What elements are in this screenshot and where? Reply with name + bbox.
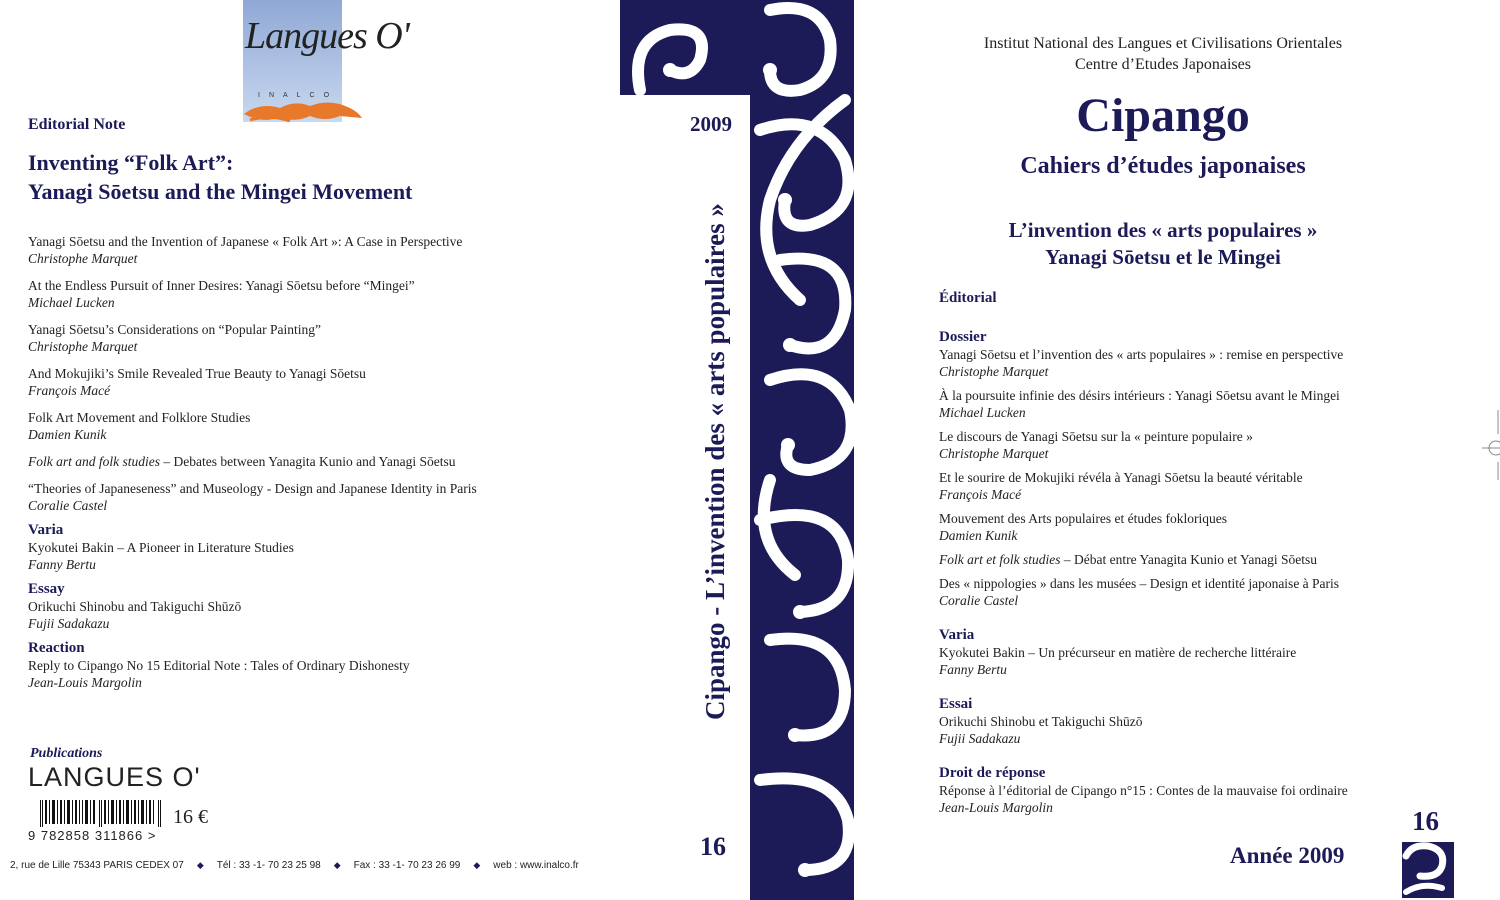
toc-item: [28, 233, 548, 267]
toc-item: [28, 453, 548, 470]
toc-item: [939, 510, 1379, 544]
issue-title-line1: L’invention des « arts populaires »: [1008, 218, 1318, 242]
toc-author: Jean-Louis Margolin: [28, 675, 142, 690]
footer-fax: Fax : 33 -1- 70 23 26 99: [353, 860, 461, 871]
issue-title-line2: Yanagi Sōetsu et le Mingei: [1045, 245, 1281, 269]
toc-title: At the Endless Pursuit of Inner Desires: Yanagi Sōetsu before “Mingei”: [28, 278, 415, 293]
toc-author: Christophe Marquet: [939, 364, 1049, 379]
toc-item: [939, 575, 1379, 609]
toc-section: [28, 522, 548, 573]
section-label-reaction: Reaction: [28, 640, 85, 656]
toc-title: Des « nippologies » dans les musées – Design et identité japonaise à Paris: [939, 576, 1340, 591]
diamond-icon: ◆: [473, 860, 481, 870]
toc-title: Folk Art Movement and Folklore Studies: [28, 410, 251, 425]
back-title-line1: Inventing “Folk Art”:: [28, 150, 234, 175]
toc-title: [939, 551, 1379, 568]
toc-author: François Macé: [28, 383, 111, 398]
toc-author: Jean-Louis Margolin: [939, 800, 1053, 815]
toc-author: François Macé: [939, 487, 1022, 502]
toc-title: Orikuchi Shinobu and Takiguchi Shūzō: [28, 599, 242, 614]
toc-author: Fujii Sadakazu: [939, 731, 1021, 746]
publisher-name: LANGUES O': [28, 762, 201, 792]
section-label-varia: Varia: [939, 627, 975, 643]
centre-name: Centre d’Etudes Japonaises: [1075, 56, 1251, 73]
toc-author: Damien Kunik: [28, 427, 107, 442]
toc-author: Christophe Marquet: [28, 251, 138, 266]
journal-title: Cipango: [1076, 89, 1250, 142]
publisher-logo: Langues O': [245, 15, 409, 57]
spine-volume: 16: [700, 832, 726, 861]
toc-item: [939, 346, 1379, 380]
toc-title: Kyokutei Bakin – A Pioneer in Literature Studies: [28, 540, 294, 555]
toc-title: Yanagi Sōetsu’s Considerations on “Popular Painting”: [28, 322, 321, 337]
toc-item: [28, 321, 548, 355]
isbn-number: 9 782858 311866 >: [28, 828, 157, 843]
toc-author: Christophe Marquet: [939, 446, 1049, 461]
toc-title: Le discours de Yanagi Sōetsu sur la « peinture populaire »: [939, 429, 1253, 444]
toc-section: [939, 765, 1379, 816]
toc-author: Fanny Bertu: [939, 662, 1007, 677]
editorial-note-label: Editorial Note: [28, 116, 126, 133]
journal-subtitle: Cahiers d’études japonaises: [1020, 153, 1306, 179]
barcode-icon: [40, 800, 162, 827]
toc-author: Michael Lucken: [939, 405, 1026, 420]
spine-title: Cipango - L’invention des « arts populaires »: [700, 203, 730, 720]
toc-author: Damien Kunik: [939, 528, 1018, 543]
logo-subtext: INALCO: [258, 92, 339, 99]
footer-web: web : www.inalco.fr: [493, 860, 579, 871]
arabesque-corner-icon: [1402, 842, 1454, 898]
toc-section: [28, 581, 548, 632]
toc-title: À la poursuite infinie des désirs intérieurs : Yanagi Sōetsu avant le Mingei: [939, 388, 1340, 403]
toc-title: “Theories of Japaneseness” and Museology - Design and Japanese Identity in Paris: [28, 481, 477, 496]
publications-label: Publications: [30, 746, 103, 761]
diamond-icon: ◆: [196, 860, 204, 870]
toc-title: And Mokujiki’s Smile Revealed True Beauty to Yanagi Sōetsu: [28, 366, 366, 381]
toc-author: Christophe Marquet: [28, 339, 138, 354]
toc-item: [939, 387, 1379, 421]
institute-header: [930, 33, 1396, 75]
toc-author: Fujii Sadakazu: [28, 616, 110, 631]
toc-title: Réponse à l’éditorial de Cipango n°15 : Contes de la mauvaise foi ordinaire: [939, 783, 1348, 798]
footer-contact: [10, 860, 579, 871]
toc-item: [939, 469, 1379, 503]
diamond-icon: ◆: [333, 860, 341, 870]
footer-tel: Tél : 33 -1- 70 23 25 98: [216, 860, 321, 871]
institute-name: Institut National des Langues et Civilisations Orientales: [983, 35, 1343, 52]
toc-title: Yanagi Sōetsu et l’invention des « arts populaires » : remise en perspective: [939, 347, 1344, 362]
back-title-line2: Yanagi Sōetsu and the Mingei Movement: [28, 179, 413, 204]
toc-item: [28, 480, 548, 514]
footer-address: 2, rue de Lille 75343 PARIS CEDEX 07: [10, 860, 184, 871]
front-table-of-contents: [939, 290, 1379, 823]
toc-item: [28, 409, 548, 443]
toc-author: Michael Lucken: [28, 295, 115, 310]
toc-title: Mouvement des Arts populaires et études fokloriques: [939, 511, 1227, 526]
registration-mark-icon: [1482, 410, 1500, 480]
toc-item: [28, 365, 548, 399]
section-label-editorial: Éditorial: [939, 290, 997, 306]
back-cover-title: [28, 148, 412, 206]
toc-author: Fanny Bertu: [28, 557, 96, 572]
toc-title-rest: – Debates between Yanagita Kunio and Yanagi Sōetsu: [160, 454, 456, 469]
section-label-droit: Droit de réponse: [939, 765, 1046, 781]
toc-section: [939, 627, 1379, 678]
toc-item: [939, 551, 1379, 568]
back-table-of-contents: [28, 233, 548, 699]
issue-title: [930, 217, 1396, 271]
toc-title: Et le sourire de Mokujiki révéla à Yanagi Sōetsu la beauté véritable: [939, 470, 1303, 485]
toc-title: Orikuchi Shinobu et Takiguchi Shūzō: [939, 714, 1143, 729]
toc-author: Coralie Castel: [28, 498, 108, 513]
toc-title: Reply to Cipango No 15 Editorial Note : Tales of Ordinary Dishonesty: [28, 658, 410, 673]
toc-title: [28, 453, 548, 470]
toc-title: Kyokutei Bakin – Un précurseur en matière de recherche littéraire: [939, 645, 1297, 660]
spine-year: 2009: [690, 112, 732, 136]
toc-item: [939, 428, 1379, 462]
section-label-essay: Essay: [28, 581, 65, 597]
world-map-icon: [240, 96, 365, 124]
toc-item: [28, 277, 548, 311]
toc-title-italic: Folk art et folk studies: [939, 552, 1061, 567]
toc-title-rest: – Débat entre Yanagita Kunio et Yanagi Sōetsu: [1060, 552, 1317, 567]
toc-title-italic: Folk art and folk studies: [28, 454, 160, 469]
front-year: Année 2009: [1230, 843, 1345, 868]
toc-author: Coralie Castel: [939, 593, 1019, 608]
toc-title: Yanagi Sōetsu and the Invention of Japanese « Folk Art »: A Case in Perspective: [28, 234, 463, 249]
section-label-dossier: Dossier: [939, 329, 987, 345]
toc-section: [939, 696, 1379, 747]
front-volume-number: 16: [1412, 806, 1439, 836]
section-label-essai: Essai: [939, 696, 973, 712]
toc-section: [28, 640, 548, 691]
section-label-varia: Varia: [28, 522, 64, 538]
price: 16 €: [173, 806, 208, 828]
